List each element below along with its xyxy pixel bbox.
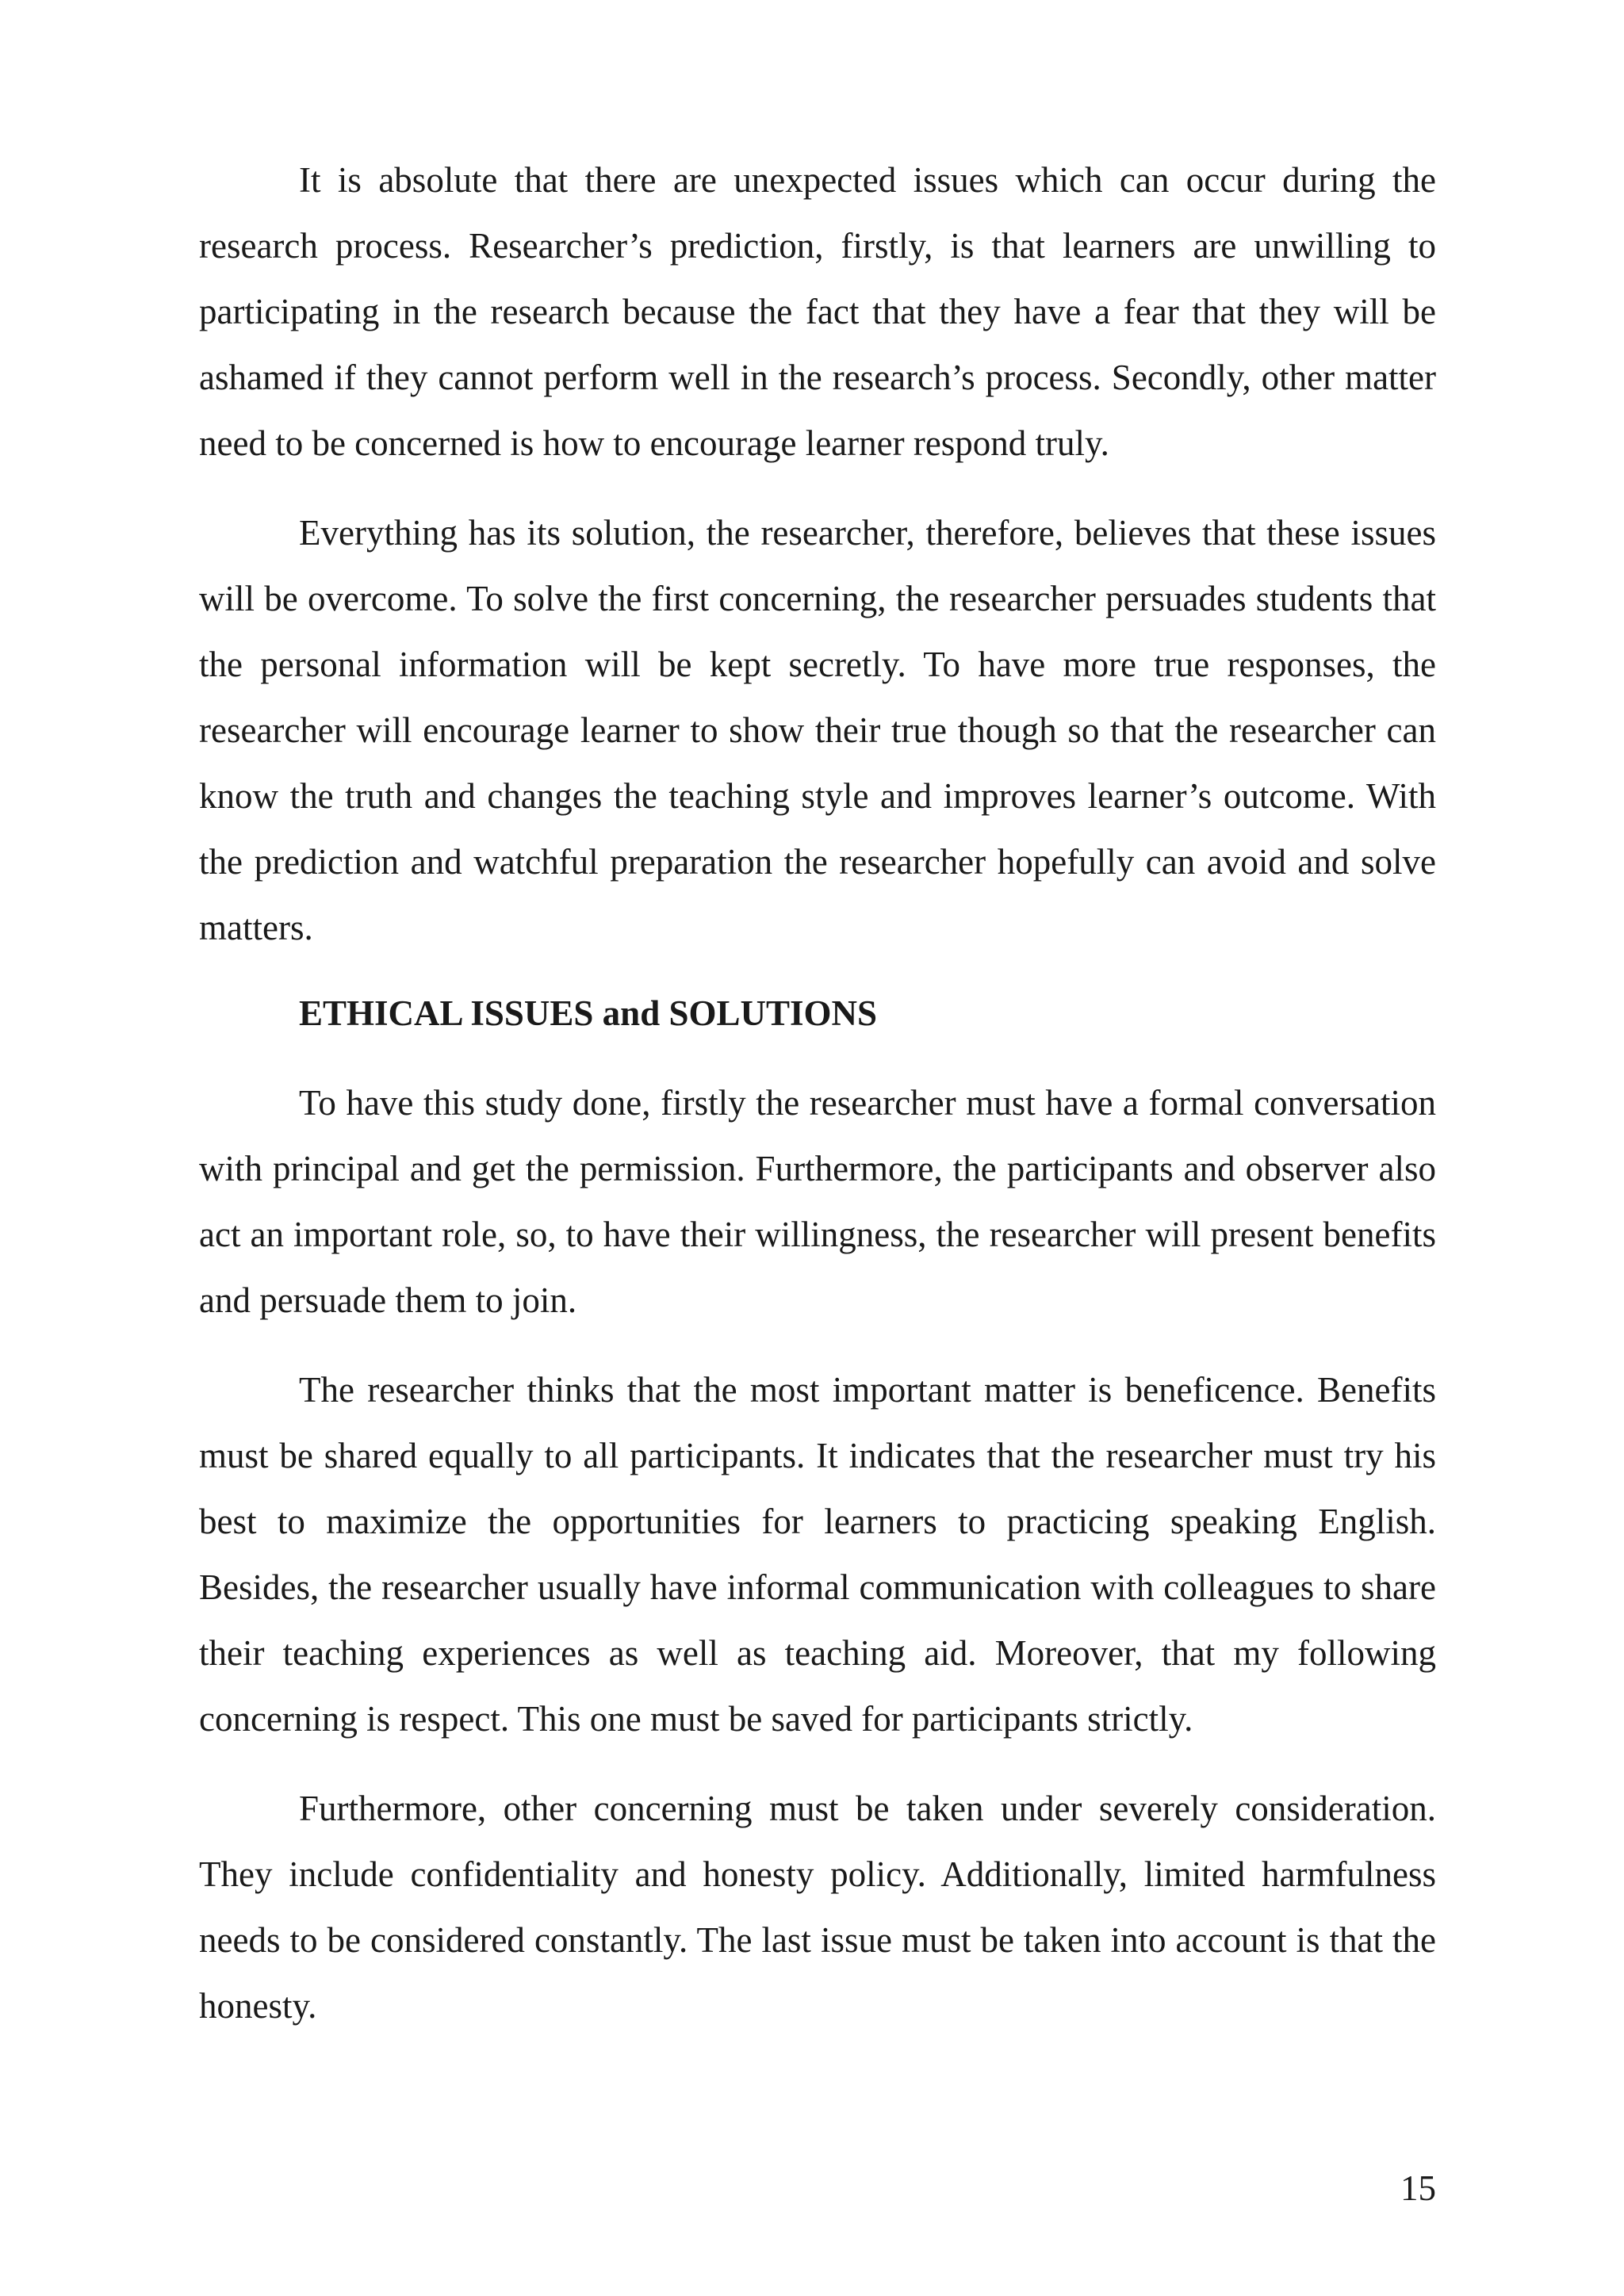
section-heading: ETHICAL ISSUES and SOLUTIONS xyxy=(299,993,878,1033)
paragraph-permission: To have this study done, firstly the researcher must have a formal conversation with principal and get the permission. Furthermore, the participants and observer also act an important role, so, to have their willingness, the researcher will present benefits and persuade them to join. xyxy=(199,1083,1436,1320)
page-number: 15 xyxy=(1400,2168,1436,2208)
document-body xyxy=(199,147,1436,2063)
paragraph-confidentiality: Furthermore, other concerning must be taken under severely consideration. They include confidentiality and honesty policy. Additionally, limited harmfulness needs to be considered constantly. The last issue must be taken into account is that the honesty. xyxy=(199,1789,1436,2026)
paragraph-beneficence: The researcher thinks that the most important matter is beneficence. Benefits must be shared equally to all participants. It indicates that the researcher must try his best to maximize the opportunities for learners to practicing speaking English. Besides, the researcher usually have informal communication with colleagues to share their teaching experiences as well as teaching aid. Moreover, that my following concerning is respect. This one must be saved for participants strictly. xyxy=(199,1370,1436,1739)
paragraph-unexpected-issues: It is absolute that there are unexpected issues which can occur during the research process. Researcher’s prediction, firstly, is that learners are unwilling to participating in the research because the fact that they have a fear that they will be ashamed if they cannot perform well in the research’s process. Secondly, other matter need to be concerned is how to encourage learner respond truly. xyxy=(199,160,1436,463)
paragraph-solutions: Everything has its solution, the researcher, therefore, believes that these issues will be overcome. To solve the first concerning, the researcher persuades students that the personal information will be kept secretly. To have more true responses, the researcher will encourage learner to show their true though so that the researcher can know the truth and changes the teaching style and improves learner’s outcome. With the prediction and watchful preparation the researcher hopefully can avoid and solve matters. xyxy=(199,513,1436,947)
